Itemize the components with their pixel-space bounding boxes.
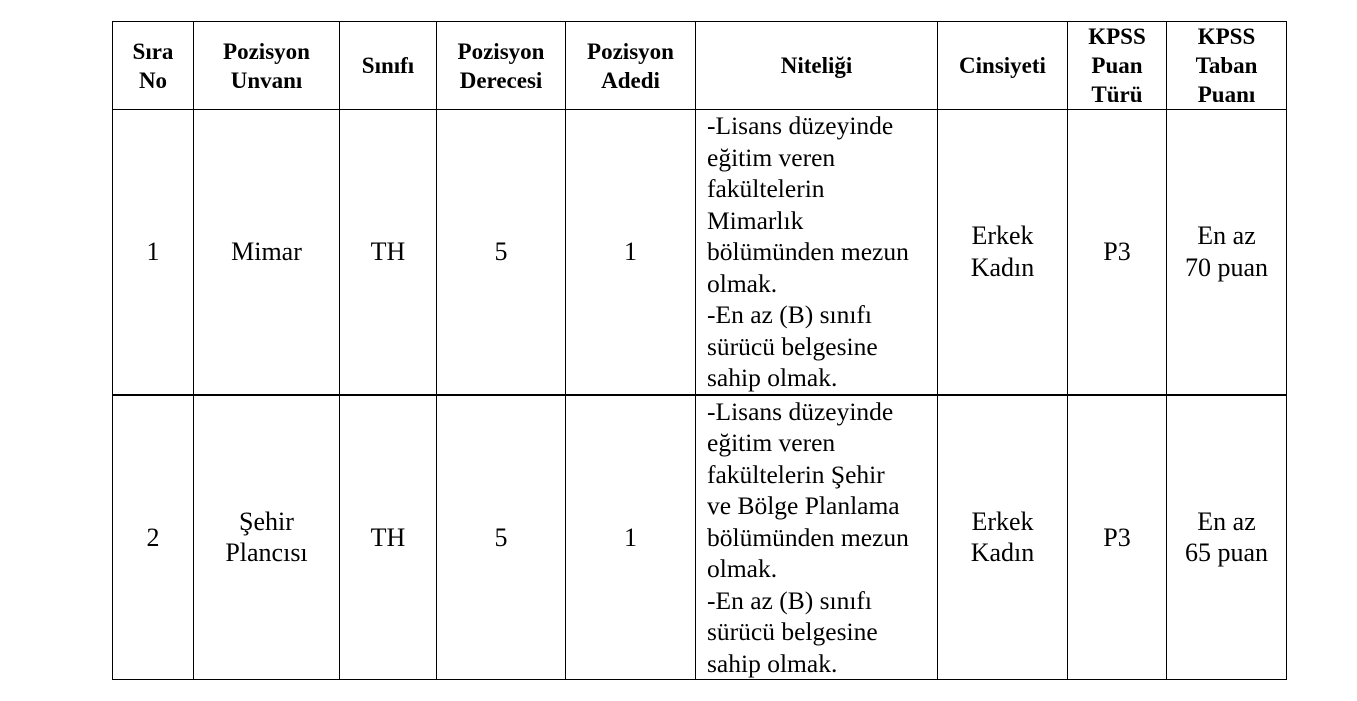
cell-kpss-taban-puani: En az 70 puan: [1167, 110, 1287, 395]
positions-table: [112, 21, 1287, 680]
cell-pozisyon-derecesi: 5: [437, 395, 566, 680]
header-sinifi: Sınıfı: [340, 22, 437, 110]
header-pozisyon-adedi: Pozisyon Adedi: [566, 22, 696, 110]
cell-sinifi: TH: [340, 395, 437, 680]
header-pozisyon-derecesi: Pozisyon Derecesi: [437, 22, 566, 110]
cell-kpss-puan-turu: P3: [1068, 110, 1167, 395]
header-pozisyon-unvani: Pozisyon Unvanı: [194, 22, 340, 110]
cell-pozisyon-adedi: 1: [566, 395, 696, 680]
cell-cinsiyeti: Erkek Kadın: [938, 395, 1068, 680]
header-row: [113, 22, 1287, 110]
cell-sinifi: TH: [340, 110, 437, 395]
cell-niteligi: -Lisans düzeyinde eğitim veren fakültelerin Mimarlık bölümünden mezun olmak. -En az (B) sınıfı sürücü belgesine sahip olmak.: [696, 110, 938, 395]
header-sira-no: Sıra No: [113, 22, 194, 110]
cell-cinsiyeti: Erkek Kadın: [938, 110, 1068, 395]
cell-pozisyon-unvani: Mimar: [194, 110, 340, 395]
cell-sira-no: 2: [113, 395, 194, 680]
cell-kpss-puan-turu: P3: [1068, 395, 1167, 680]
cell-kpss-taban-puani: En az 65 puan: [1167, 395, 1287, 680]
header-cinsiyeti: Cinsiyeti: [938, 22, 1068, 110]
table-header: [113, 22, 1287, 110]
cell-pozisyon-derecesi: 5: [437, 110, 566, 395]
cell-pozisyon-adedi: 1: [566, 110, 696, 395]
table-body: [113, 110, 1287, 680]
cell-niteligi: -Lisans düzeyinde eğitim veren fakültelerin Şehir ve Bölge Planlama bölümünden mezun olmak. -En az (B) sınıfı sürücü belgesine sahip olmak.: [696, 395, 938, 680]
header-kpss-puan-turu: KPSS Puan Türü: [1068, 22, 1167, 110]
cell-sira-no: 1: [113, 110, 194, 395]
table-row: [113, 395, 1287, 680]
cell-pozisyon-unvani: Şehir Plancısı: [194, 395, 340, 680]
header-kpss-taban-puani: KPSS Taban Puanı: [1167, 22, 1287, 110]
table-row: [113, 110, 1287, 395]
header-niteligi: Niteliği: [696, 22, 938, 110]
